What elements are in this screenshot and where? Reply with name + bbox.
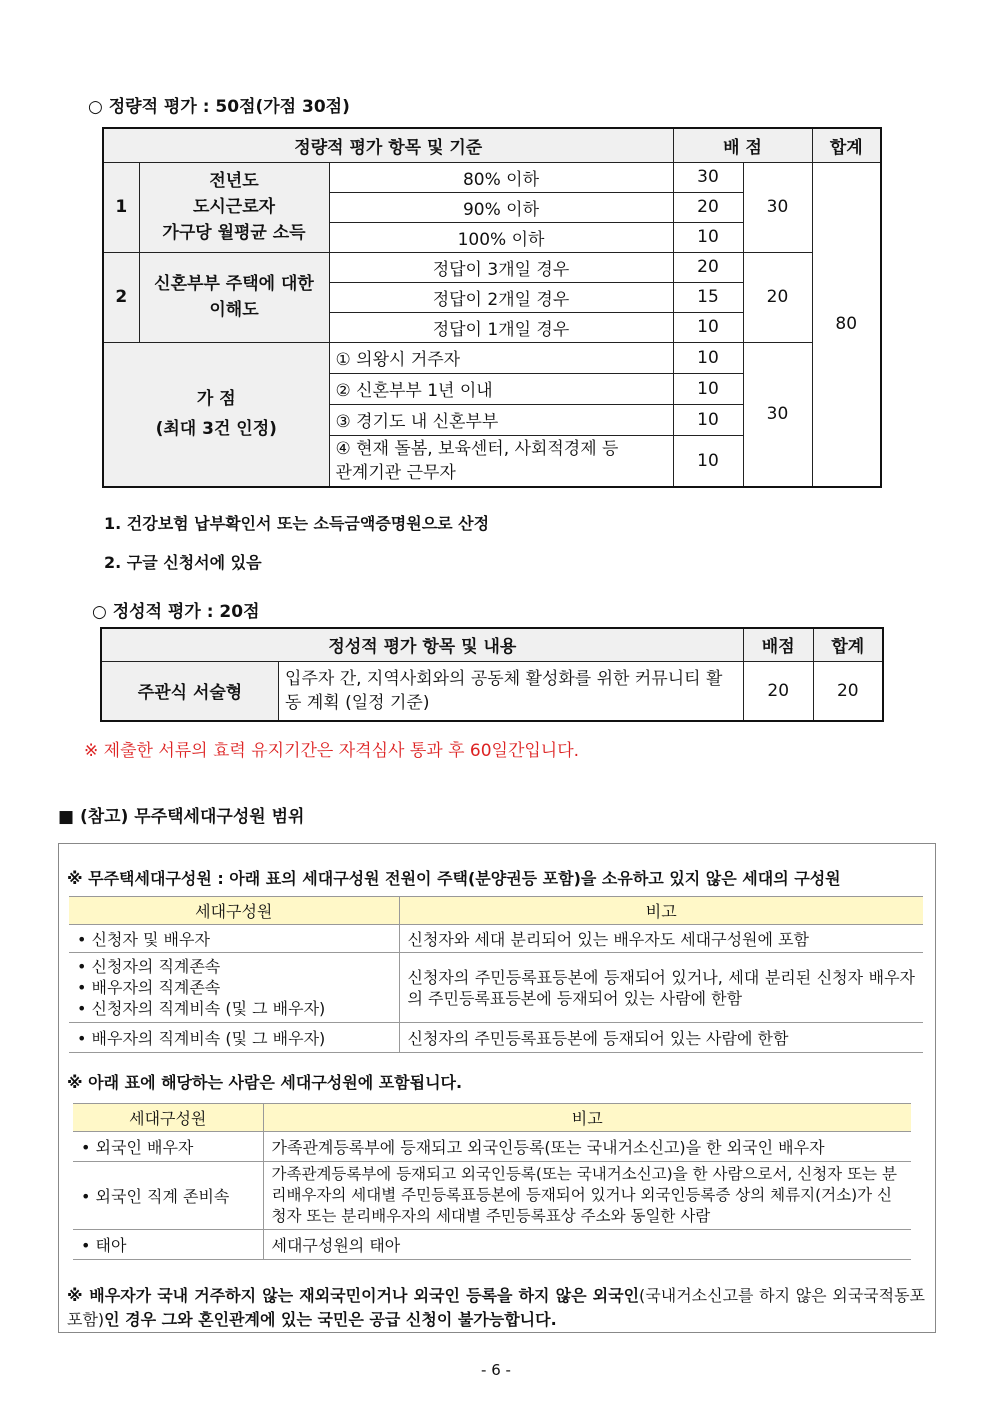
qual-table (100, 627, 884, 722)
qual-row-text: 입주자 간, 지역사회와의 공동체 활성화를 위한 커뮤니티 활동 계획 (일정 기준) (279, 661, 744, 721)
ref-definition: ※ 무주택세대구성원 : 아래 표의 세대구성원 전원이 주택(분양권등 포함)을 소유하고 있지 않은 세대의 구성원 (67, 869, 841, 888)
members-row3-member: • 배우자의 직계비속 (및 그 배우자) (69, 1023, 399, 1053)
qual-row-score: 20 (743, 661, 813, 721)
members-table (69, 896, 923, 1053)
bonus-crit4: ④ 현재 돌봄, 보육센터, 사회적경제 등 관계기관 근무자 (329, 435, 673, 487)
bonus-crit2: ② 신혼부부 1년 이내 (329, 373, 673, 404)
bonus-score1: 10 (673, 342, 743, 373)
bonus-group-score: 30 (743, 342, 812, 487)
bonus-score2: 10 (673, 373, 743, 404)
row2-group-score: 20 (743, 252, 812, 342)
bonus-score4: 10 (673, 435, 743, 487)
row2-crit1: 정답이 3개일 경우 (329, 252, 673, 282)
row1-score3: 10 (673, 222, 743, 252)
bonus-crit1: ① 의왕시 거주자 (329, 342, 673, 373)
quant-col-score: 배 점 (673, 128, 812, 162)
row2-no: 2 (103, 252, 139, 342)
row2-score1: 20 (673, 252, 743, 282)
qual-row-label: 주관식 서술형 (101, 661, 279, 721)
reference-box (58, 843, 936, 1333)
ref-final-c: 인 경우 그와 혼인관계에 있는 국민은 공급 신청이 불가능합니다. (104, 1310, 557, 1329)
included-row3-note: 세대구성원의 태아 (263, 1230, 911, 1260)
quant-total: 80 (812, 162, 881, 487)
quant-col-item: 정량적 평가 항목 및 기준 (103, 128, 673, 162)
included-row1-member: • 외국인 배우자 (73, 1132, 263, 1162)
row1-group-score: 30 (743, 162, 812, 252)
included-row1-note: 가족관계등록부에 등재되고 외국인등록(또는 국내거소신고)을 한 외국인 배우자 (263, 1132, 911, 1162)
validity-note: ※ 제출한 서류의 효력 유지기간은 자격심사 통과 후 60일간입니다. (84, 741, 580, 761)
members-row3-note: 신청자의 주민등록표등본에 등재되어 있는 사람에 한함 (399, 1023, 923, 1053)
members-col-note: 비고 (399, 897, 923, 925)
members-row2-item1: • 신청자의 직계존속 (77, 956, 391, 977)
members-col-member: 세대구성원 (69, 897, 399, 925)
row2-score3: 10 (673, 312, 743, 342)
qual-row-total: 20 (813, 661, 883, 721)
ref-final-a: ※ 배우자가 국내 거주하지 않는 재외국민이거나 외국인 등록을 하지 않은 외국인 (67, 1286, 640, 1305)
quant-table (102, 127, 882, 488)
included-col-note: 비고 (263, 1104, 911, 1132)
quant-heading: ○ 정량적 평가 : 50점(가점 30점) (88, 97, 350, 117)
quant-col-total: 합계 (812, 128, 881, 162)
row2-crit2: 정답이 2개일 경우 (329, 282, 673, 312)
qual-col-score: 배점 (743, 628, 813, 661)
row1-score1: 30 (673, 162, 743, 192)
row1-crit1: 80% 이하 (329, 162, 673, 192)
qual-heading: ○ 정성적 평가 : 20점 (92, 602, 260, 622)
row2-item: 신혼부부 주택에 대한 이해도 (139, 252, 329, 342)
qual-col-total: 합계 (813, 628, 883, 661)
included-table (73, 1103, 911, 1260)
row1-crit2: 90% 이하 (329, 192, 673, 222)
row2-crit3: 정답이 1개일 경우 (329, 312, 673, 342)
included-row3-member: • 태아 (73, 1230, 263, 1260)
ref-heading: ■ (참고) 무주택세대구성원 범위 (58, 807, 305, 827)
quant-note-2: 2. 구글 신청서에 있음 (104, 553, 262, 572)
row1-no: 1 (103, 162, 139, 252)
row1-crit3: 100% 이하 (329, 222, 673, 252)
bonus-crit3: ③ 경기도 내 신혼부부 (329, 404, 673, 435)
included-col-member: 세대구성원 (73, 1104, 263, 1132)
included-row2-member: • 외국인 직계 존비속 (73, 1162, 263, 1230)
quant-note-1: 1. 건강보험 납부확인서 또는 소득금액증명원으로 산정 (104, 514, 490, 533)
members-row1-member: • 신청자 및 배우자 (69, 925, 399, 953)
members-row2-member (69, 953, 399, 1023)
row1-score2: 20 (673, 192, 743, 222)
ref-final-note (67, 1284, 925, 1332)
members-row2-note: 신청자의 주민등록표등본에 등재되어 있거나, 세대 분리된 신청자 배우자의 주민등록표등본에 등재되어 있는 사람에 한함 (399, 953, 923, 1023)
members-row1-note: 신청자와 세대 분리되어 있는 배우자도 세대구성원에 포함 (399, 925, 923, 953)
bonus-item: 가 점 (최대 3건 인정) (103, 342, 329, 487)
included-row2-note: 가족관계등록부에 등재되고 외국인등록(또는 국내거소신고)을 한 사람으로서, 신청자 또는 분리배우자의 세대별 주민등록표등본에 등재되어 있거나 외국인등록증 상의 체류지(거소)가 신청자 또는 분리배우자의 세대별 주민등록표상 주소와 동일한 사람 (263, 1162, 911, 1230)
qual-col-item: 정성적 평가 항목 및 내용 (101, 628, 743, 661)
members-row2-item2: • 배우자의 직계존속 (77, 977, 391, 998)
bonus-score3: 10 (673, 404, 743, 435)
ref-sub-note: ※ 아래 표에 해당하는 사람은 세대구성원에 포함됩니다. (67, 1073, 463, 1092)
ref-final-b: (국내거소신고를 하지 않은 외국국적동포 포함) (67, 1286, 925, 1329)
row2-score2: 15 (673, 282, 743, 312)
members-row2-item3: • 신청자의 직계비속 (및 그 배우자) (77, 998, 391, 1019)
page-number: - 6 - (481, 1361, 511, 1379)
row1-item: 전년도 도시근로자 가구당 월평균 소득 (139, 162, 329, 252)
